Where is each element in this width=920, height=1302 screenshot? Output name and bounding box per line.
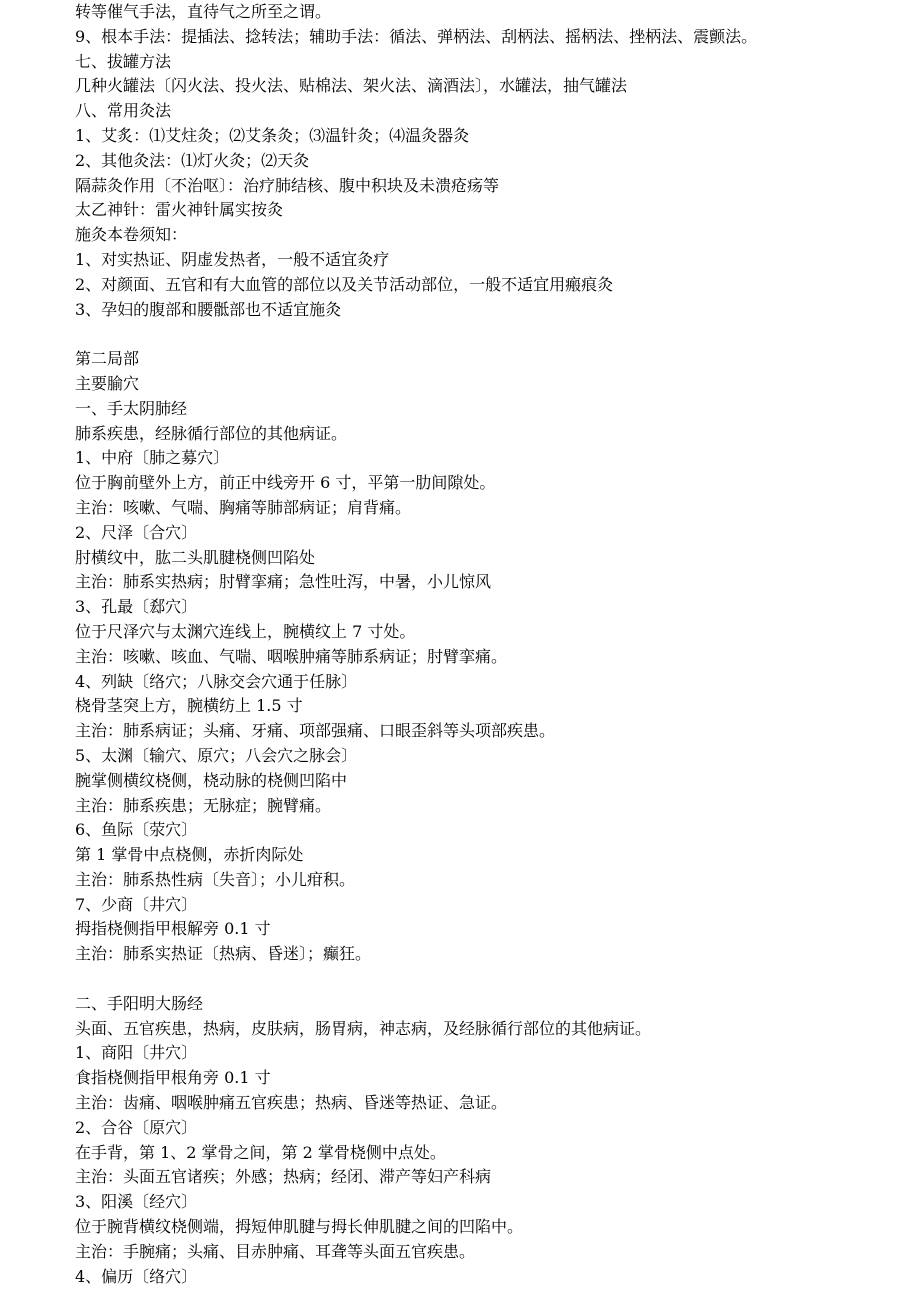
text-line: 二、手阳明大肠经	[75, 993, 204, 1013]
text-line: 4、偏历〔络穴〕	[75, 1266, 198, 1286]
section-gap	[75, 322, 910, 347]
document-body	[75, 0, 910, 1289]
text-line: 3、阳溪〔经穴〕	[75, 1192, 198, 1212]
text-line: 3、孔最〔郄穴〕	[75, 597, 198, 617]
text-line: 一、手太阴肺经	[75, 398, 188, 418]
text-line: 桡骨茎突上方，腕横纺上 1.5 寸	[75, 696, 303, 716]
text-line: 施灸本卷须知：	[75, 225, 188, 245]
section-gap	[75, 967, 910, 992]
text-line: 食指桡侧指甲根角旁 0.1 寸	[75, 1068, 271, 1088]
text-line: 位于胸前壁外上方，前正中线旁开 6 寸，平第一肋间隙处。	[75, 473, 496, 493]
text-line: 转等催气手法，直待气之所至之谓。	[75, 2, 332, 21]
text-line: 主治：咳嗽、气喘、胸痛等肺部病证；肩背痛。	[75, 497, 412, 517]
text-line: 太乙神针：雷火神针属实按灸	[75, 200, 284, 220]
text-line: 2、合谷〔原穴〕	[75, 1117, 198, 1137]
text-line: 1、商阳〔井穴〕	[75, 1043, 198, 1063]
text-line: 位于尺泽穴与太渊穴连线上，腕横纹上 7 寸处。	[75, 621, 416, 641]
text-line: 八、常用灸法	[75, 101, 172, 121]
text-line: 5、太渊〔输穴、原穴；八会穴之脉会〕	[75, 745, 358, 765]
text-line: 主治：肺系疾患；无脉症；腕臂痛。	[75, 795, 332, 815]
text-line: 隔蒜灸作用〔不治呕〕：治疗肺结核、腹中积块及未溃疮疡等	[75, 175, 500, 195]
text-line: 2、对颜面、五官和有大血管的部位以及关节活动部位，一般不适宜用瘢痕灸	[75, 274, 614, 294]
text-line: 在手背，第 1、2 掌骨之间，第 2 掌骨桡侧中点处。	[75, 1142, 446, 1162]
text-line: 6、鱼际〔荥穴〕	[75, 820, 198, 840]
text-line: 3、孕妇的腹部和腰骶部也不适宜施灸	[75, 299, 342, 319]
text-line: 1、对实热证、阴虚发热者，一般不适宜灸疗	[75, 249, 390, 269]
text-line: 1、中府〔肺之募穴〕	[75, 448, 230, 468]
text-line: 1、艾炙：⑴艾炷灸；⑵艾条灸；⑶温针灸；⑷温灸器灸	[75, 125, 470, 145]
text-line: 9、根本手法：提插法、捻转法；辅助手法：循法、弹柄法、刮柄法、摇柄法、挫柄法、震颤法。	[75, 26, 758, 46]
text-line: 主治：肺系实热病；肘臂挛痛；急性吐泻，中暑，小儿惊风	[75, 572, 492, 592]
text-line: 7、少商〔井穴〕	[75, 894, 198, 914]
text-line: 头面、五官疾患，热病，皮肤病，肠胃病，神志病，及经脉循行部位的其他病证。	[75, 1018, 652, 1038]
text-line: 主治：手腕痛；头痛、目赤肿痛、耳聋等头面五官疾患。	[75, 1241, 476, 1261]
text-line: 主治：齿痛、咽喉肿痛五官疾患；热病、昏迷等热证、急证。	[75, 1093, 508, 1113]
text-line: 肘横纹中，肱二头肌腱桡侧凹陷处	[75, 547, 316, 567]
text-line: 2、其他灸法：⑴灯火灸；⑵天灸	[75, 150, 310, 170]
text-line: 4、列缺〔络穴；八脉交会穴通于任脉〕	[75, 671, 358, 691]
text-line: 第二局部	[75, 349, 140, 369]
text-line: 几种火罐法〔闪火法、投火法、贴棉法、架火法、滴酒法〕，水罐法，抽气罐法	[75, 76, 628, 96]
text-line: 七、拔罐方法	[75, 51, 172, 71]
text-line: 主治：头面五官诸疾；外感；热病；经闭、滞产等妇产科病	[75, 1167, 492, 1187]
text-line: 2、尺泽〔合穴〕	[75, 522, 198, 542]
text-line: 主治：咳嗽、咳血、气喘、咽喉肿痛等肺系病证；肘臂挛痛。	[75, 646, 508, 666]
text-line: 主治：肺系实热证〔热病、昏迷〕；癫狂。	[75, 944, 372, 964]
text-line: 位于腕背横纹桡侧端，拇短伸肌腱与拇长伸肌腱之间的凹陷中。	[75, 1217, 524, 1237]
text-line: 主治：肺系热性病〔失音〕；小儿疳积。	[75, 869, 356, 889]
text-line: 肺系疾患，经脉循行部位的其他病证。	[75, 423, 348, 443]
text-line: 主要腧穴	[75, 373, 140, 393]
text-line: 拇指桡侧指甲根解旁 0.1 寸	[75, 919, 271, 939]
text-line: 第 1 掌骨中点桡侧，赤折肉际处	[75, 845, 304, 865]
text-line: 腕掌侧横纹桡侧，桡动脉的桡侧凹陷中	[75, 770, 348, 790]
text-line: 主治：肺系病证；头痛、牙痛、项部强痛、口眼歪斜等头项部疾患。	[75, 721, 556, 741]
